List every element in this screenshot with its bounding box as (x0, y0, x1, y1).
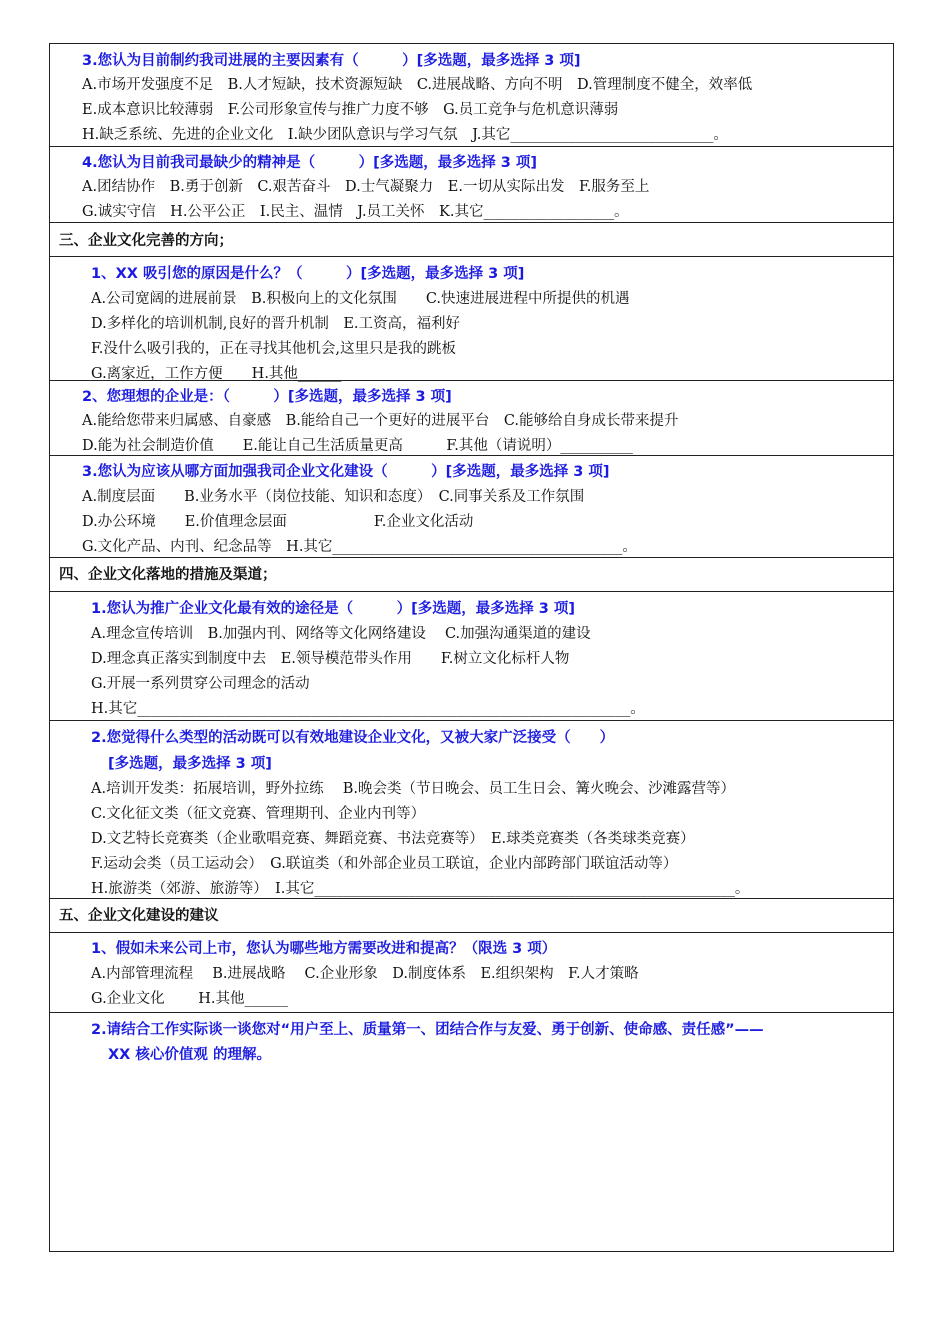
option-line[interactable]: G.诚实守信 H.公平公正 I.民主、温情 J.员工关怀 K.其它__________________。 (82, 204, 629, 220)
option-line: F.运动会类（员工运动会） G.联谊类（和外部企业员工联谊，企业内部跨部门联谊活动等） (91, 856, 678, 872)
section-title: 三、企业文化完善的方向； (59, 233, 233, 249)
question-title: 1.您认为推广企业文化最有效的途径是（ ）[多选题，最多选择 3 项] (91, 601, 576, 617)
question-block-3-3 (50, 455, 893, 557)
option-line: A.培训开发类：拓展培训，野外拉练 B.晚会类（节日晚会、员工生日会、篝火晚会、沙滩露营等） (91, 781, 735, 797)
option-line[interactable]: G.离家近，工作方便 H.其他______ (91, 366, 342, 382)
answer-area[interactable] (58, 1069, 885, 1243)
question-title: 2、您理想的企业是：（ ）[多选题，最多选择 3 项] (82, 389, 452, 405)
section-heading-3 (50, 222, 893, 256)
section-heading-4 (50, 557, 893, 591)
option-line: C.文化征文类（征文竞赛、管理期刊、企业内刊等） (91, 806, 426, 822)
option-line: G.开展一系列贯穿公司理念的活动 (91, 676, 310, 692)
option-line: D.理念真正落实到制度中去 E.领导模范带头作用 F.树立文化标杆人物 (91, 651, 570, 667)
option-line: F.没什么吸引我的，正在寻找其他机会,这里只是我的跳板 (91, 341, 457, 357)
option-line: E.成本意识比较薄弱 F.公司形象宣传与推广力度不够 G.员工竞争与危机意识薄弱 (82, 102, 619, 118)
option-line: A.制度层面 B.业务水平（岗位技能、知识和态度） C.同事关系及工作氛围 (82, 489, 585, 505)
question-title: 2.您觉得什么类型的活动既可以有效地建设企业文化，又被大家广泛接受（ ） (91, 730, 615, 746)
option-line: D.文艺特长竞赛类（企业歌唱竞赛、舞蹈竞赛、书法竞赛等） E.球类竞赛类（各类球类竞赛） (91, 831, 695, 847)
question-title: 4.您认为目前我司最缺少的精神是（ ）[多选题，最多选择 3 项] (82, 155, 538, 171)
question-block-5-1 (50, 932, 893, 1012)
question-title: 1、XX 吸引您的原因是什么？（ ）[多选题，最多选择 3 项] (91, 266, 525, 282)
option-line: A.理念宣传培训 B.加强内刊、网络等文化网络建设 C.加强沟通渠道的建设 (91, 626, 591, 642)
option-line: A.市场开发强度不足 B.人才短缺，技术资源短缺 C.进展战略、方向不明 D.管理制度不健全，效率低 (82, 77, 753, 93)
option-line[interactable]: H.旅游类（郊游、旅游等） I.其它__________________________________________________________。 (91, 881, 750, 897)
section-heading-5 (50, 898, 893, 932)
option-line: A.内部管理流程 B.进展战略 C.企业形象 D.制度体系 E.组织架构 F.人才策略 (91, 966, 639, 982)
question-title: 1、假如未来公司上市，您认为哪些地方需要改进和提高？（限选 3 项） (91, 941, 557, 957)
question-title-continued: [多选题，最多选择 3 项] (108, 756, 272, 772)
option-line: A.公司宽阔的进展前景 B.积极向上的文化氛围 C.快速进展进程中所提供的机遇 (91, 291, 630, 307)
question-title: 3.您认为应该从哪方面加强我司企业文化建设（ ）[多选题，最多选择 3 项] (82, 464, 610, 480)
question-title: 2.请结合工作实际谈一谈您对“用户至上、质量第一、团结合作与友爱、勇于创新、使命感、责任感”—— (91, 1022, 764, 1038)
question-block-5-2 (50, 1012, 893, 1251)
option-line: D.办公环境 E.价值理念层面 F.企业文化活动 (82, 514, 474, 530)
option-line[interactable]: D.能为社会制造价值 E.能让自己生活质量更高 F.其他（请说明）__________ (82, 438, 633, 454)
option-line: A.团结协作 B.勇于创新 C.艰苦奋斗 D.士气凝聚力 E.一切从实际出发 F.服务至上 (82, 179, 650, 195)
question-block-4-2 (50, 720, 893, 898)
survey-form (49, 43, 894, 1252)
option-line[interactable]: G.文化产品、内刊、纪念品等 H.其它________________________________________。 (82, 539, 637, 555)
option-line[interactable]: H.缺乏系统、先进的企业文化 I.缺少团队意识与学习气氛 J.其它____________________________。 (82, 127, 728, 143)
question-title: 3.您认为目前制约我司进展的主要因素有（ ）[多选题，最多选择 3 项] (82, 53, 581, 69)
option-line[interactable]: G.企业文化 H.其他______ (91, 991, 289, 1007)
option-line: A.能给您带来归属感、自豪感 B.能给自己一个更好的进展平台 C.能够给自身成长带来提升 (82, 413, 679, 429)
question-block-3-1 (50, 256, 893, 380)
section-title: 五、企业文化建设的建议 (59, 908, 219, 924)
option-line[interactable]: H.其它____________________________________________________________________。 (91, 701, 645, 717)
question-block-2-4 (50, 146, 893, 222)
question-title-continued: XX 核心价值观 的理解。 (108, 1047, 271, 1063)
section-title: 四、企业文化落地的措施及渠道； (59, 567, 277, 583)
question-block-3-2 (50, 380, 893, 455)
question-block-2-3 (50, 44, 893, 146)
question-block-4-1 (50, 591, 893, 720)
option-line: D.多样化的培训机制,良好的晋升机制 E.工资高，福利好 (91, 316, 461, 332)
